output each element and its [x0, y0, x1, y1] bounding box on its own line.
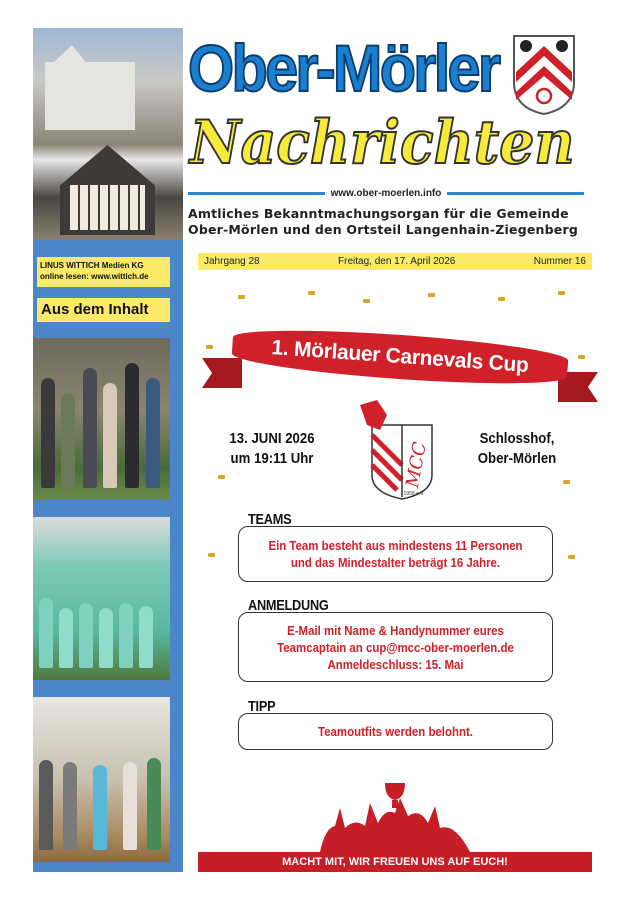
mcc-club-logo [352, 395, 442, 500]
registration-line-1: E-Mail mit Name & Handynummer eures [287, 622, 504, 638]
logo-year: 1956 e.V. [403, 491, 425, 497]
event-datetime [219, 429, 325, 469]
teams-line-2: und das Mindestalter beträgt 16 Jahre. [290, 555, 501, 570]
event-title-banner: 1. Mörlauer Carnevals Cup [231, 323, 569, 390]
cheering-crowd-trophy-image [320, 778, 470, 852]
event-venue [469, 429, 566, 469]
event-time: um 19:11 Uhr [230, 450, 314, 467]
registration-deadline: Anmeldeschluss: 15. Mai [327, 656, 464, 672]
masthead-title: Ober-Mörler [188, 31, 499, 105]
tip-line: Teamoutfits werden belohnt. [318, 724, 473, 739]
venue-line-2: Ober-Mörlen [477, 450, 557, 467]
publisher-name: LINUS WITTICH Medien KG [40, 261, 144, 270]
divider [188, 192, 325, 195]
venue-line-1: Schlosshof, [479, 430, 555, 447]
half-timbered-facade [70, 185, 145, 230]
tagline-line-1: Amtliches Bekanntmachungsorgan für die Gemeinde [188, 206, 569, 221]
website-line [188, 187, 584, 199]
website-link[interactable]: www.ober-moerlen.info [330, 187, 442, 199]
contents-heading: Aus dem Inhalt [37, 298, 170, 322]
issue-info-bar [198, 253, 592, 270]
divider [447, 192, 584, 195]
issue-volume: Jahrgang 28 [204, 256, 260, 267]
masthead-tagline [188, 206, 598, 238]
contents-photo-presentation[interactable] [33, 697, 170, 862]
logo-text: MCC [402, 440, 431, 490]
issue-date: Freitag, den 17. April 2026 [338, 256, 456, 267]
online-link[interactable]: online lesen: www.wittich.de [40, 271, 149, 281]
issue-number: Nummer 16 [533, 256, 586, 267]
contents-photo-group[interactable] [33, 338, 170, 500]
masthead-subtitle-nachrichten: Nachrichten [190, 108, 575, 178]
tagline-line-2: Ober-Mörlen und den Ortsteil Langenhain-Ziegenberg [188, 222, 578, 237]
registration-email-link[interactable]: cup@mcc-ober-moerlen.de [365, 639, 514, 655]
teams-info-box [238, 526, 553, 582]
teams-line-1: Ein Team besteht aus mindestens 11 Personen [268, 538, 523, 553]
publisher-box [37, 257, 170, 287]
contents-photo-youth-team[interactable] [33, 517, 170, 680]
tip-info-box [238, 713, 553, 750]
event-date: 13. JUNI 2026 [229, 430, 315, 447]
coat-of-arms-icon [512, 32, 576, 116]
section-heading-tip: TIPP [248, 698, 276, 715]
section-heading-teams: TEAMS [248, 511, 292, 528]
registration-line-2-text: Teamcaptain an [277, 639, 363, 655]
flyer-footer-banner: MACHT MIT, WIR FREUEN UNS AUF EUCH! [198, 852, 592, 872]
registration-line-2 [258, 639, 533, 656]
registration-info-box [238, 612, 553, 682]
section-heading-registration: ANMELDUNG [248, 597, 329, 614]
